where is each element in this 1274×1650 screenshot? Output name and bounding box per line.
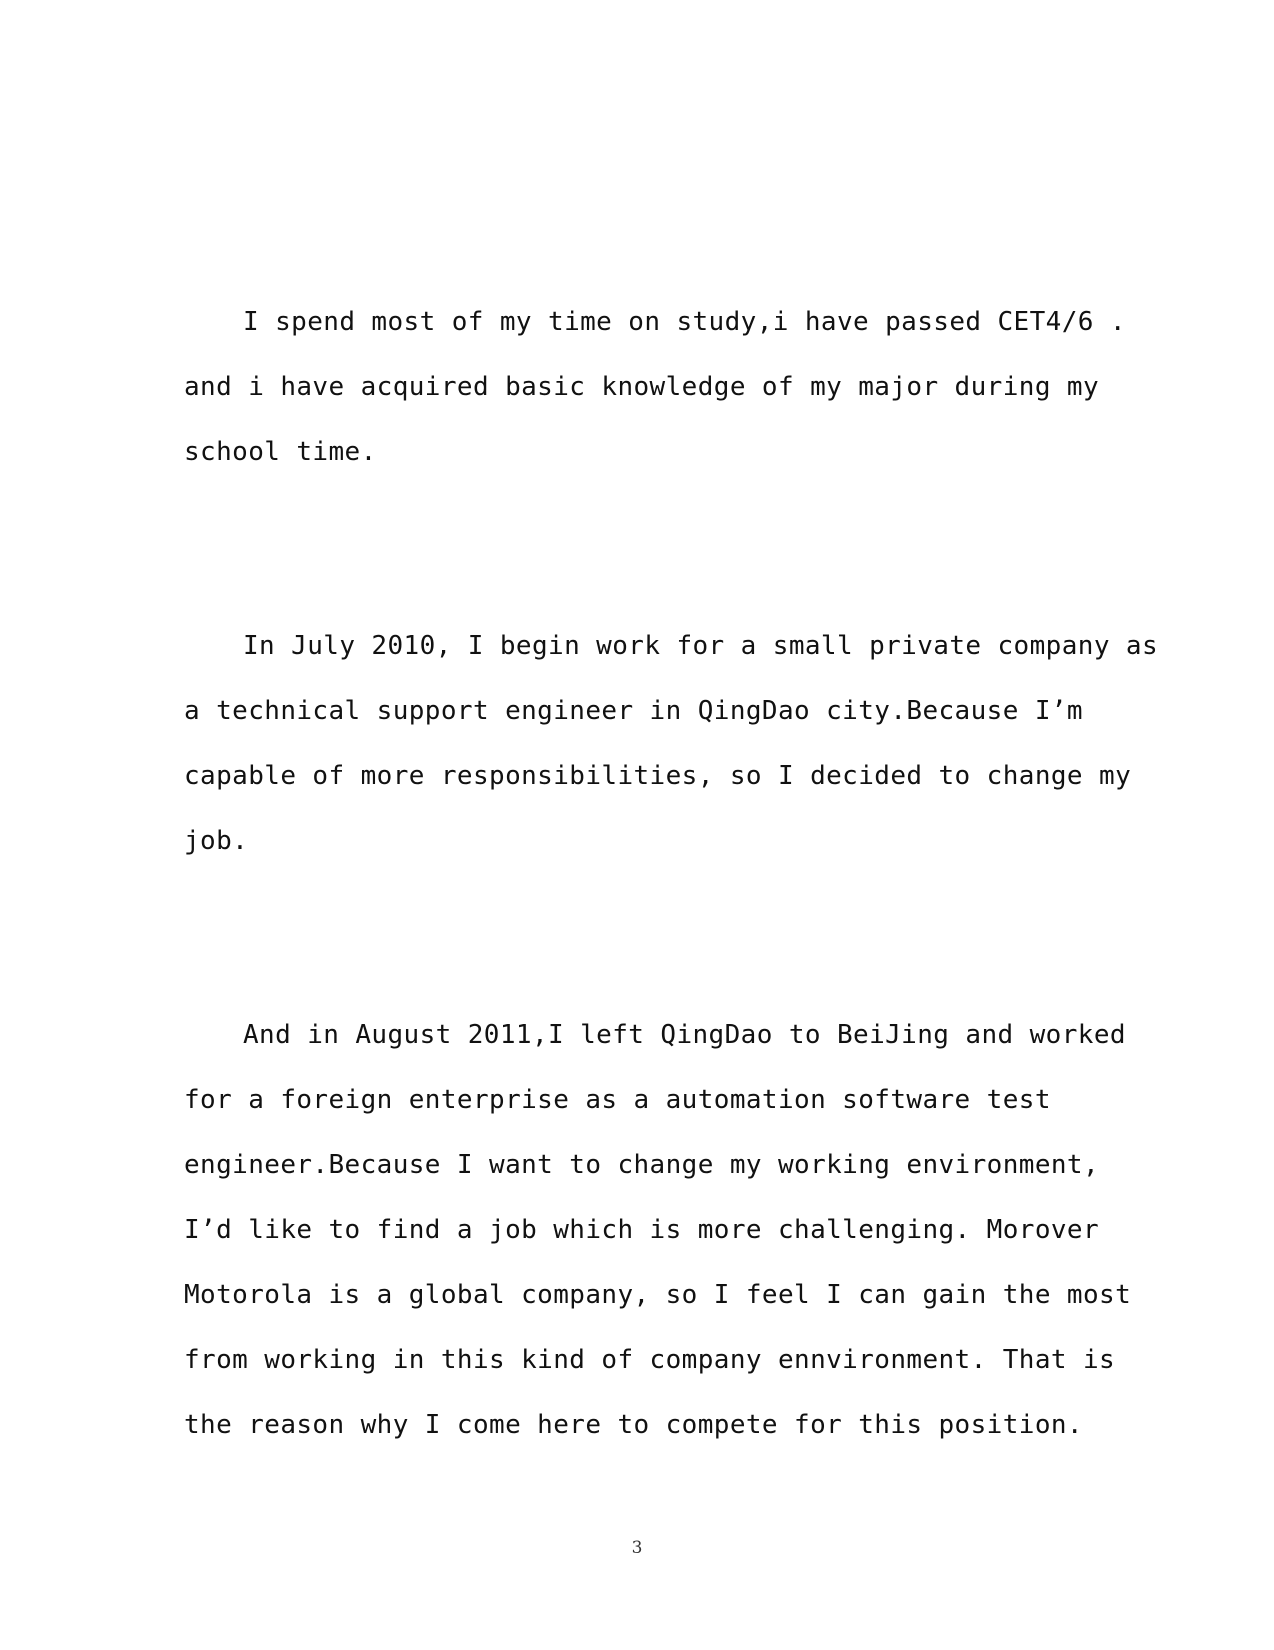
paragraph-line: In July 2010, I begin work for a small private company as bbox=[243, 631, 1159, 661]
paragraph-line: job. bbox=[184, 826, 249, 856]
page-number: 3 bbox=[631, 1538, 643, 1558]
paragraph-first-job bbox=[184, 614, 1159, 874]
paragraph-study bbox=[184, 290, 1126, 485]
paragraph-line: engineer.Because I want to change my working environment, bbox=[184, 1150, 1100, 1180]
paragraph-line: and i have acquired basic knowledge of my major during my bbox=[184, 372, 1100, 402]
paragraph-line: I spend most of my time on study,i have passed CET4/6 . bbox=[243, 307, 1126, 337]
paragraph-line: Motorola is a global company, so I feel I can gain the most bbox=[184, 1280, 1132, 1310]
paragraph-line: from working in this kind of company ennvironment. That is bbox=[184, 1345, 1116, 1375]
paragraph-second-job bbox=[184, 1003, 1132, 1458]
paragraph-line: the reason why I come here to compete for this position. bbox=[184, 1410, 1083, 1440]
paragraph-line: And in August 2011,I left QingDao to BeiJing and worked bbox=[243, 1020, 1126, 1050]
paragraph-line: I’d like to find a job which is more challenging. Morover bbox=[184, 1215, 1100, 1245]
paragraph-line: for a foreign enterprise as a automation software test bbox=[184, 1085, 1051, 1115]
paragraph-line: school time. bbox=[184, 437, 377, 467]
paragraph-line: a technical support engineer in QingDao city.Because I’m bbox=[184, 696, 1083, 726]
paragraph-line: capable of more responsibilities, so I decided to change my bbox=[184, 761, 1132, 791]
